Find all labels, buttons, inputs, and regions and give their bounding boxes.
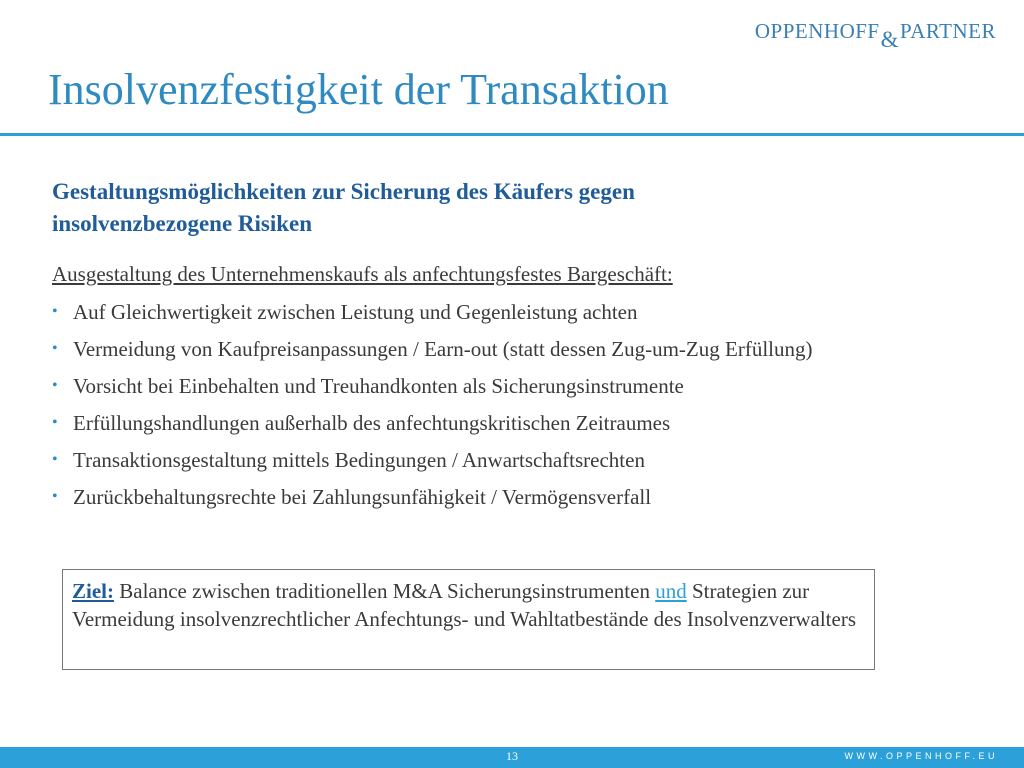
goal-link-und[interactable]: und	[655, 579, 687, 603]
goal-box	[62, 569, 875, 670]
slide-title: Insolvenzfestigkeit der Transaktion	[48, 65, 669, 114]
bullet-text: Auf Gleichwertigkeit zwischen Leistung und Gegenleistung achten	[73, 300, 638, 324]
bullet-list	[52, 296, 812, 518]
bullet-item	[52, 407, 812, 444]
footer-bar	[0, 747, 1024, 768]
bullet-dot-icon: •	[52, 488, 58, 505]
bullet-dot-icon: •	[52, 414, 58, 431]
bullet-text: Erfüllungshandlungen außerhalb des anfechtungskritischen Zeitraumes	[73, 411, 671, 435]
bullet-item	[52, 333, 812, 370]
bullet-dot-icon: •	[52, 303, 58, 320]
logo-ampersand: &	[880, 27, 899, 52]
bullet-text: Vorsicht bei Einbehalten und Treuhandkonten als Sicherungsinstrumente	[73, 374, 684, 398]
bullet-item	[52, 481, 812, 518]
page-number: 13	[506, 749, 518, 763]
bullet-text: Transaktionsgestaltung mittels Bedingungen / Anwartschaftsrechten	[73, 448, 645, 472]
slide-subheading: Gestaltungsmöglichkeiten zur Sicherung des Käufers gegen insolvenzbezogene Risiken	[52, 179, 635, 236]
goal-text-end: Strategien zur Vermeidung insolvenzrechtlicher Anfechtungs- und Wahltatbestände des Insolvenzverwalters	[72, 579, 857, 631]
logo-text-left: OPPENHOFF	[754, 19, 880, 43]
bullet-text: Vermeidung von Kaufpreisanpassungen / Earn-out (statt dessen Zug-um-Zug Erfüllung)	[73, 337, 813, 361]
section-heading: Ausgestaltung des Unternehmenskaufs als anfechtungsfestes Bargeschäft:	[52, 262, 673, 286]
bullet-item	[52, 444, 812, 481]
goal-label: Ziel:	[72, 579, 114, 603]
bullet-dot-icon: •	[52, 451, 58, 468]
bullet-text: Zurückbehaltungsrechte bei Zahlungsunfähigkeit / Vermögensverfall	[73, 485, 652, 509]
footer-url: WWW.OPPENHOFF.EU	[844, 751, 998, 761]
bullet-item	[52, 296, 812, 333]
company-logo	[754, 18, 996, 52]
logo-text-right: PARTNER	[900, 19, 996, 43]
goal-text-start: Balance zwischen traditionellen M&A Sicherungsinstrumenten	[114, 579, 656, 603]
bullet-dot-icon: •	[52, 340, 58, 357]
bullet-dot-icon: •	[52, 377, 58, 394]
title-divider	[0, 133, 1024, 136]
bullet-item	[52, 370, 812, 407]
